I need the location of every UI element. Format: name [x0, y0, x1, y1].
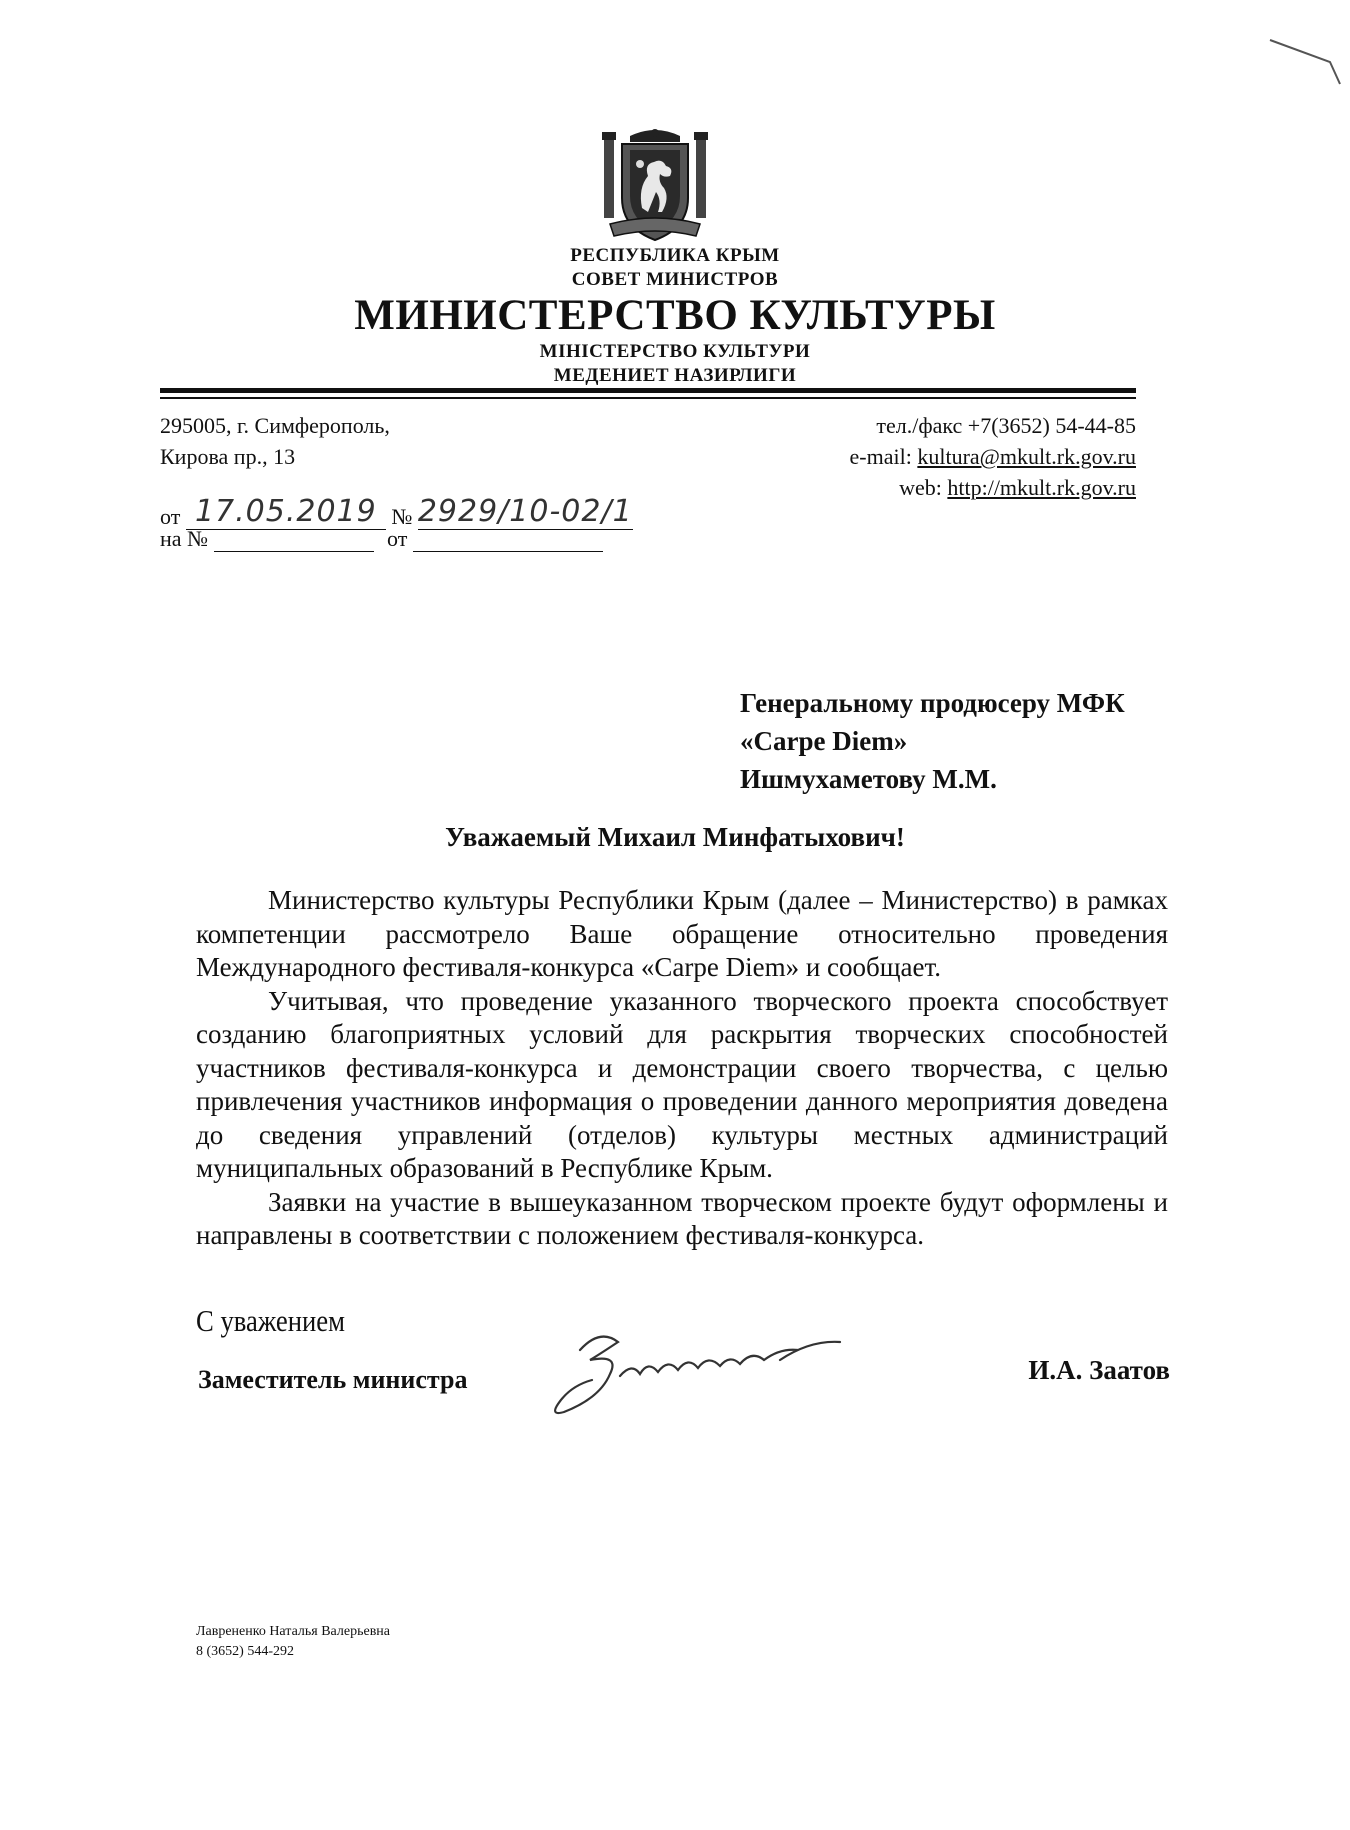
addressee-line-2: «Carpe Diem»: [740, 726, 908, 756]
ministry-title: МИНИСТЕРСТВО КУЛЬТУРЫ: [354, 292, 996, 339]
council-name: СОВЕТ МИНИСТРОВ: [571, 269, 779, 290]
number-label: №: [391, 504, 413, 529]
address-line-2: Кирова пр., 13: [160, 444, 296, 469]
page-fold-mark: [1220, 0, 1350, 110]
reference-number-label: на №: [160, 526, 209, 551]
executor-name: Лаврененко Наталья Валерьевна: [196, 1624, 391, 1639]
header-divider-thick: [160, 388, 1136, 393]
contact-block: [850, 410, 1136, 503]
registration-number: 2929/10-02/1: [417, 494, 633, 529]
republic-name: РЕСПУБЛИКА КРЫМ: [570, 245, 780, 266]
body-paragraph-2: Учитывая, что проведение указанного творческого проекта способствует созданию благоприятных условий для раскрытия творческих способностей участников фестиваля-конкурса и демонстрации своего творчества, с целью привлечения участников информация о проведении данного мероприятия доведена до сведения управлений (отделов) культуры местных администраций муниципальных образований в Республике Крым.: [196, 985, 1168, 1183]
signatory-name: И.А. Заатов: [1028, 1355, 1170, 1385]
executor-block: [196, 1622, 390, 1662]
body-paragraph-3: Заявки на участие в вышеуказанном творческом проекте будут оформлены и направлены в соответствии с положением фестиваля-конкурса.: [196, 1186, 1168, 1250]
executor-phone: 8 (3652) 544-292: [196, 1644, 294, 1659]
date-label: от: [160, 504, 181, 529]
reference-number-blank: [214, 529, 374, 552]
header-divider-thin: [160, 397, 1136, 399]
email-row: [850, 441, 1136, 472]
header-translations: [0, 340, 1350, 388]
salutation: Уважаемый Михаил Минфатыхович!: [445, 822, 905, 852]
reference-line: [160, 526, 603, 552]
addressee-line-1: Генеральному продюсеру МФК: [740, 688, 1125, 718]
web-row: [850, 472, 1136, 503]
web-label: web:: [899, 475, 942, 500]
addressee-block: [740, 684, 1125, 798]
postal-address: [160, 410, 390, 472]
address-line-1: 295005, г. Симферополь,: [160, 413, 390, 438]
header-republic: [0, 244, 1350, 292]
registration-line: [160, 494, 680, 529]
crimea-coat-of-arms-icon: [600, 128, 710, 246]
signatory-position: Заместитель министра: [198, 1365, 468, 1394]
body-paragraph-1: Министерство культуры Республики Крым (далее – Министерство) в рамках компетенции рассмотрело Ваше обращение относительно проведения Международного фестиваля-конкурса «Carpe Diem» и сообщает.: [196, 885, 1168, 982]
reference-date-blank: [413, 529, 603, 552]
closing-phrase: С уважением: [196, 1303, 345, 1338]
email-label: e-mail:: [849, 444, 912, 469]
addressee-line-3: Ишмухаметову М.М.: [740, 764, 997, 794]
web-link[interactable]: http://mkult.rk.gov.ru: [947, 475, 1136, 500]
registration-date: 17.05.2019: [186, 494, 386, 530]
email-link[interactable]: kultura@mkult.rk.gov.ru: [917, 444, 1136, 469]
phone-fax: тел./факс +7(3652) 54-44-85: [876, 413, 1136, 438]
ministry-title-crimean-tatar: МЕДЕНИЕТ НАЗИРЛИГИ: [553, 365, 797, 386]
ministry-title-ukrainian: МІНІСТЕРСТВО КУЛЬТУРИ: [539, 341, 811, 362]
letter-body: [196, 884, 1168, 1253]
reference-date-label: от: [387, 526, 408, 551]
handwritten-signature: [540, 1320, 880, 1420]
